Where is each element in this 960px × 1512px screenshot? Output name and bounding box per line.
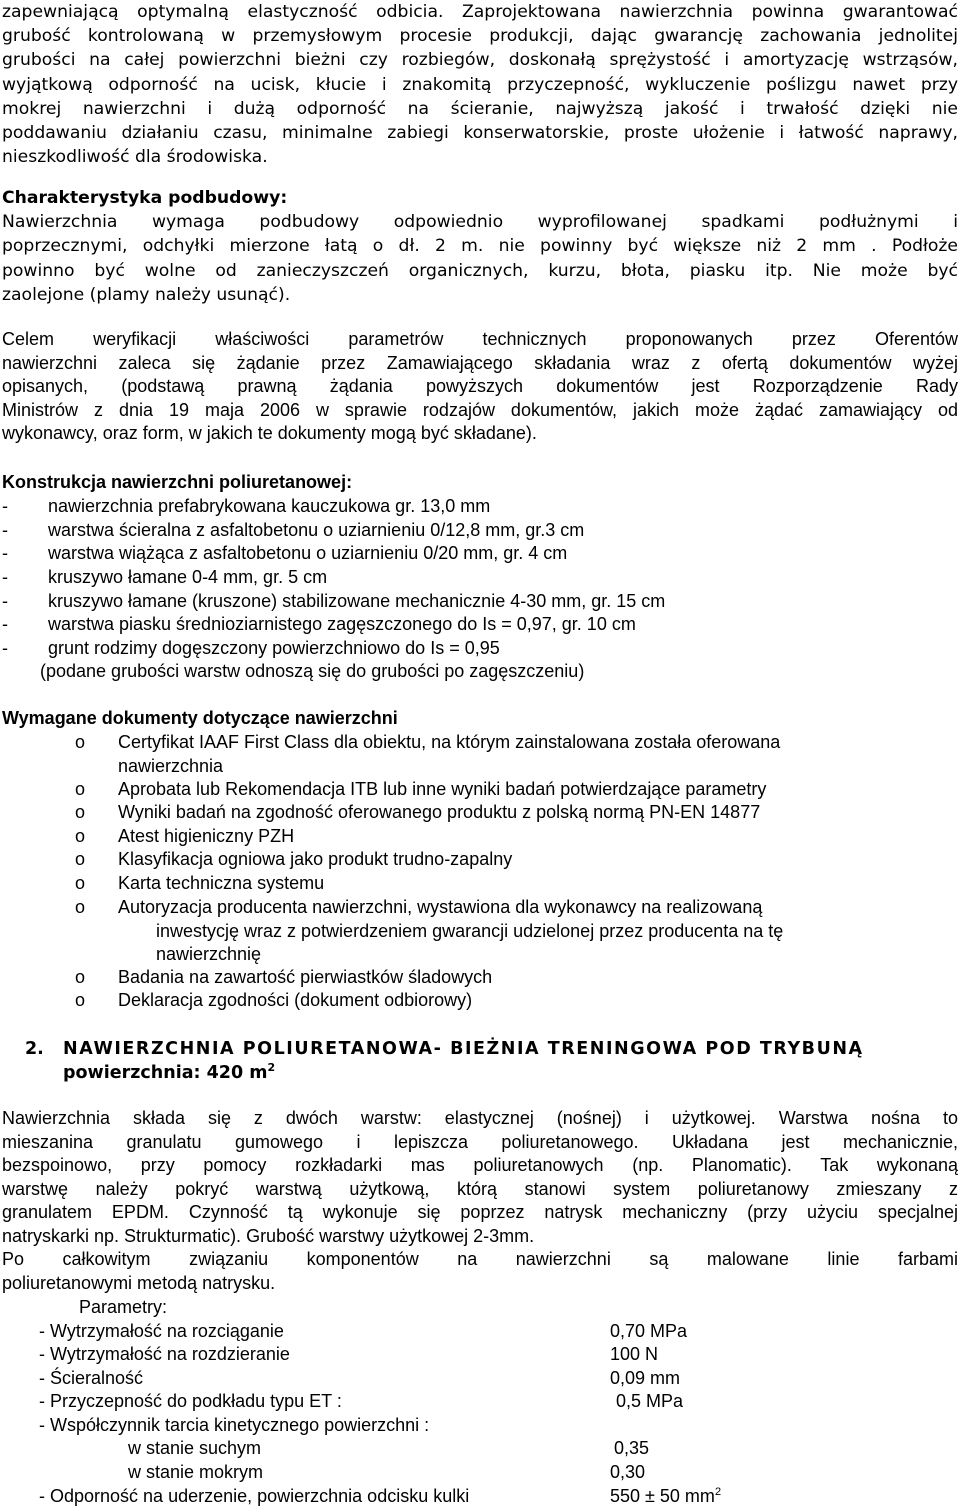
text-line: bezspoinowo, przy pomocy rozkładarki mas poliuretanowych (np. Planomatic). Tak wykonaną <box>2 1155 958 1175</box>
text-line: Celem weryfikacji właściwości parametrów technicznych proponowanych przez Oferentów <box>2 329 958 349</box>
parameter-label: - Odporność na uderzenie, powierzchnia odcisku kulki <box>39 1486 470 1506</box>
area-superscript: 2 <box>267 1061 276 1074</box>
parameters-heading: Parametry: <box>79 1297 168 1317</box>
text-line: grubość kontrolowaną w przemysłowym procesie produkcji, dając gwarancję zachowania jednolitej <box>2 26 958 47</box>
parameter-value: 100 N <box>610 1344 659 1364</box>
text-line: natryskarki np. Strukturmatic). Grubość warstwy użytkowej 2-3mm. <box>2 1225 535 1246</box>
text-line: poliuretanowymi metodą natrysku. <box>2 1272 276 1293</box>
parameter-label: - Przyczepność do podkładu typu ET : <box>39 1391 342 1411</box>
text-line: mieszanina granulatu gumowego i lepiszcza poliuretanowego. Układana jest mechanicznie, <box>2 1131 958 1152</box>
parameter-label: - Współczynnik tarcia kinetycznego powierzchni : <box>39 1415 430 1435</box>
parameter-label: - Ścieralność <box>39 1368 144 1388</box>
text-line: zapewniającą optymalną elastyczność odbicia. Zaprojektowana nawierzchnia powinna gwarantować <box>2 2 958 22</box>
construction-note: (podane grubości warstw odnoszą się do grubości po zagęszczeniu) <box>40 661 585 681</box>
construction-item <box>2 636 500 660</box>
paragraph-verification <box>2 328 958 446</box>
documents-heading: Wymagane dokumenty dotyczące nawierzchni <box>2 708 398 728</box>
parameter-value: 0,35 <box>614 1438 650 1458</box>
construction-item-text: kruszywo łamane 0-4 mm, gr. 5 cm <box>48 567 328 587</box>
document-item-text: Badania na zawartość pierwiastków śladowych <box>118 967 493 987</box>
document-item-text: Aprobata lub Rekomendacja ITB lub inne wyniki badań potwierdzające parametry <box>118 779 767 799</box>
parameter-value: 0,70 MPa <box>610 1321 688 1341</box>
dash-marker: - <box>2 543 8 563</box>
bullet-marker: o <box>75 779 86 799</box>
construction-item <box>2 541 567 565</box>
section-title: NAWIERZCHNIA POLIURETANOWA- BIEŻNIA TRENINGOWA POD TRYBUNĄ <box>63 1039 864 1059</box>
dash-marker: - <box>2 496 8 516</box>
bullet-marker: o <box>75 802 86 822</box>
document-item-text: inwestycję wraz z potwierdzeniem gwarancji udzielonej przez producenta na tę <box>156 920 784 941</box>
dash-marker: - <box>2 638 8 658</box>
text-line: wyjątkową odporność na ucisk, kłucie i znakomitą przyczepność, wykluczenie poślizgu nawet przy <box>2 74 958 95</box>
document-item-text: Karta techniczna systemu <box>118 873 325 893</box>
parameter-label: w stanie mokrym <box>128 1462 264 1482</box>
dash-marker: - <box>2 520 8 540</box>
construction-item-text: warstwa ścieralna z asfaltobetonu o uziarnieniu 0/12,8 mm, gr.3 cm <box>48 520 585 540</box>
construction-item-text: kruszywo łamane (kruszone) stabilizowane mechanicznie 4-30 mm, gr. 15 cm <box>48 591 666 611</box>
parameter-value: 0,5 MPa <box>616 1391 684 1411</box>
text-line: zaolejone (plamy należy usunąć). <box>2 284 291 305</box>
text-line: Po całkowitym związaniu komponentów na nawierzchni są malowane linie farbami <box>2 1249 958 1269</box>
document-item-text: Certyfikat IAAF First Class dla obiektu, na którym zainstalowana została oferowana <box>118 732 781 752</box>
construction-item-text: nawierzchnia prefabrykowana kauczukowa gr. 13,0 mm <box>48 496 491 516</box>
text-line: Nawierzchnia składa się z dwóch warstw: elastycznej (nośnej) i użytkowej. Warstwa nośna to <box>2 1108 958 1128</box>
text-line: mokrej nawierzchni i dużą odporność na ścieranie, najwyższą jakość i trwałość dzięki nie <box>2 98 958 119</box>
bullet-marker: o <box>75 990 86 1010</box>
document-item-text: nawierzchnię <box>156 944 262 964</box>
document-item-text: Autoryzacja producenta nawierzchni, wystawiona dla wykonawcy na realizowaną <box>118 897 763 917</box>
construction-item-text: grunt rodzimy dogęszczony powierzchniowo do Is = 0,95 <box>48 638 500 658</box>
bullet-marker: o <box>75 826 86 846</box>
parameter-value: 0,09 mm <box>610 1368 681 1388</box>
text-line: Nawierzchnia wymaga podbudowy odpowiednio wyprofilowanej spadkami podłużnymi i <box>2 212 958 233</box>
paragraph-description <box>2 1107 958 1248</box>
text-line: poddawaniu działaniu czasu, minimalne zabiegi konserwatorskie, proste ułożenie i łatwość naprawy, <box>2 123 958 144</box>
construction-item <box>2 612 636 636</box>
text-line: powinno być wolne od zanieczyszczeń organicznych, kurzu, błota, piasku itp. Nie może być <box>2 260 958 281</box>
section-area <box>63 1062 275 1086</box>
text-line: nawierzchni zaleca się żądanie przez Zamawiającego składania wraz z ofertą dokumentów wyżej <box>2 352 958 373</box>
parameter-value: 0,30 <box>610 1462 646 1482</box>
document-item-text: Klasyfikacja ogniowa jako produkt trudno-zapalny <box>118 849 513 869</box>
construction-item-text: warstwa wiążąca z asfaltobetonu o uziarnieniu 0/20 mm, gr. 4 cm <box>48 543 568 563</box>
parameter-label: - Wytrzymałość na rozciąganie <box>39 1321 284 1341</box>
document-item-text: nawierzchnia <box>118 755 224 776</box>
construction-heading <box>2 471 958 495</box>
construction-item <box>2 494 490 518</box>
document-item-text: Deklaracja zgodności (dokument odbiorowy) <box>118 990 473 1010</box>
area-label: powierzchnia: 420 m <box>63 1063 268 1083</box>
section-heading: Konstrukcja nawierzchni poliuretanowej: <box>2 472 353 492</box>
bullet-marker: o <box>75 897 86 917</box>
unit-superscript: 2 <box>714 1486 722 1498</box>
bullet-marker: o <box>75 873 86 893</box>
section-heading: Charakterystyka podbudowy: <box>2 188 288 208</box>
construction-item <box>2 589 665 613</box>
parameter-value <box>610 1485 721 1509</box>
text-line: Ministrów z dnia 19 maja 2006 w sprawie rodzajów dokumentów, jakich może żądać zamawiający od <box>2 399 958 420</box>
dash-marker: - <box>2 614 8 634</box>
dash-marker: - <box>2 591 8 611</box>
construction-item <box>2 565 327 589</box>
text-line: wykonawcy, oraz form, w jakich te dokumenty mogą być składane). <box>2 423 537 443</box>
paragraph-elasticity <box>2 0 958 169</box>
text-line: poprzecznymi, odchyłki mierzone łatą o dł. 2 m. nie powinny być większe niż 2 mm . Podłoże <box>2 236 958 257</box>
paragraph-painting <box>2 1248 958 1295</box>
bullet-marker: o <box>75 849 86 869</box>
document-item-text: Atest higieniczny PZH <box>118 826 295 846</box>
section-number: 2. <box>25 1039 44 1059</box>
text-line: opisanych, (podstawą prawną żądania powyższych dokumentów jest Rozporządzenie Rady <box>2 376 958 396</box>
bullet-marker: o <box>75 732 86 752</box>
paragraph-subbase <box>2 186 958 307</box>
document-item-text: Wyniki badań na zgodność oferowanego produktu z polską normą PN-EN 14877 <box>118 802 761 822</box>
dash-marker: - <box>2 567 8 587</box>
parameter-label: w stanie suchym <box>128 1438 262 1458</box>
text-line: warstwę należy pokryć warstwą użytkową, którą stanowi system poliuretanowy zmieszany z <box>2 1178 958 1199</box>
text-line: granulatem EPDM. Czynność tą wykonuje się poprzez natrysk mechaniczny (przy użyciu specjalnej <box>2 1202 958 1222</box>
parameter-label: - Wytrzymałość na rozdzieranie <box>39 1344 290 1364</box>
construction-item <box>2 518 584 542</box>
bullet-marker: o <box>75 967 86 987</box>
text-line: nieszkodliwość dla środowiska. <box>2 147 268 168</box>
construction-item-text: warstwa piasku średnioziarnistego zagęszczonego do Is = 0,97, gr. 10 cm <box>48 614 636 634</box>
text-line: grubości na całej powierzchni bieżni czy rozbiegów, doskonałą sprężystość i amortyzację wstrząsów, <box>2 50 958 71</box>
parameter-value-text: 550 ± 50 mm <box>610 1486 715 1506</box>
